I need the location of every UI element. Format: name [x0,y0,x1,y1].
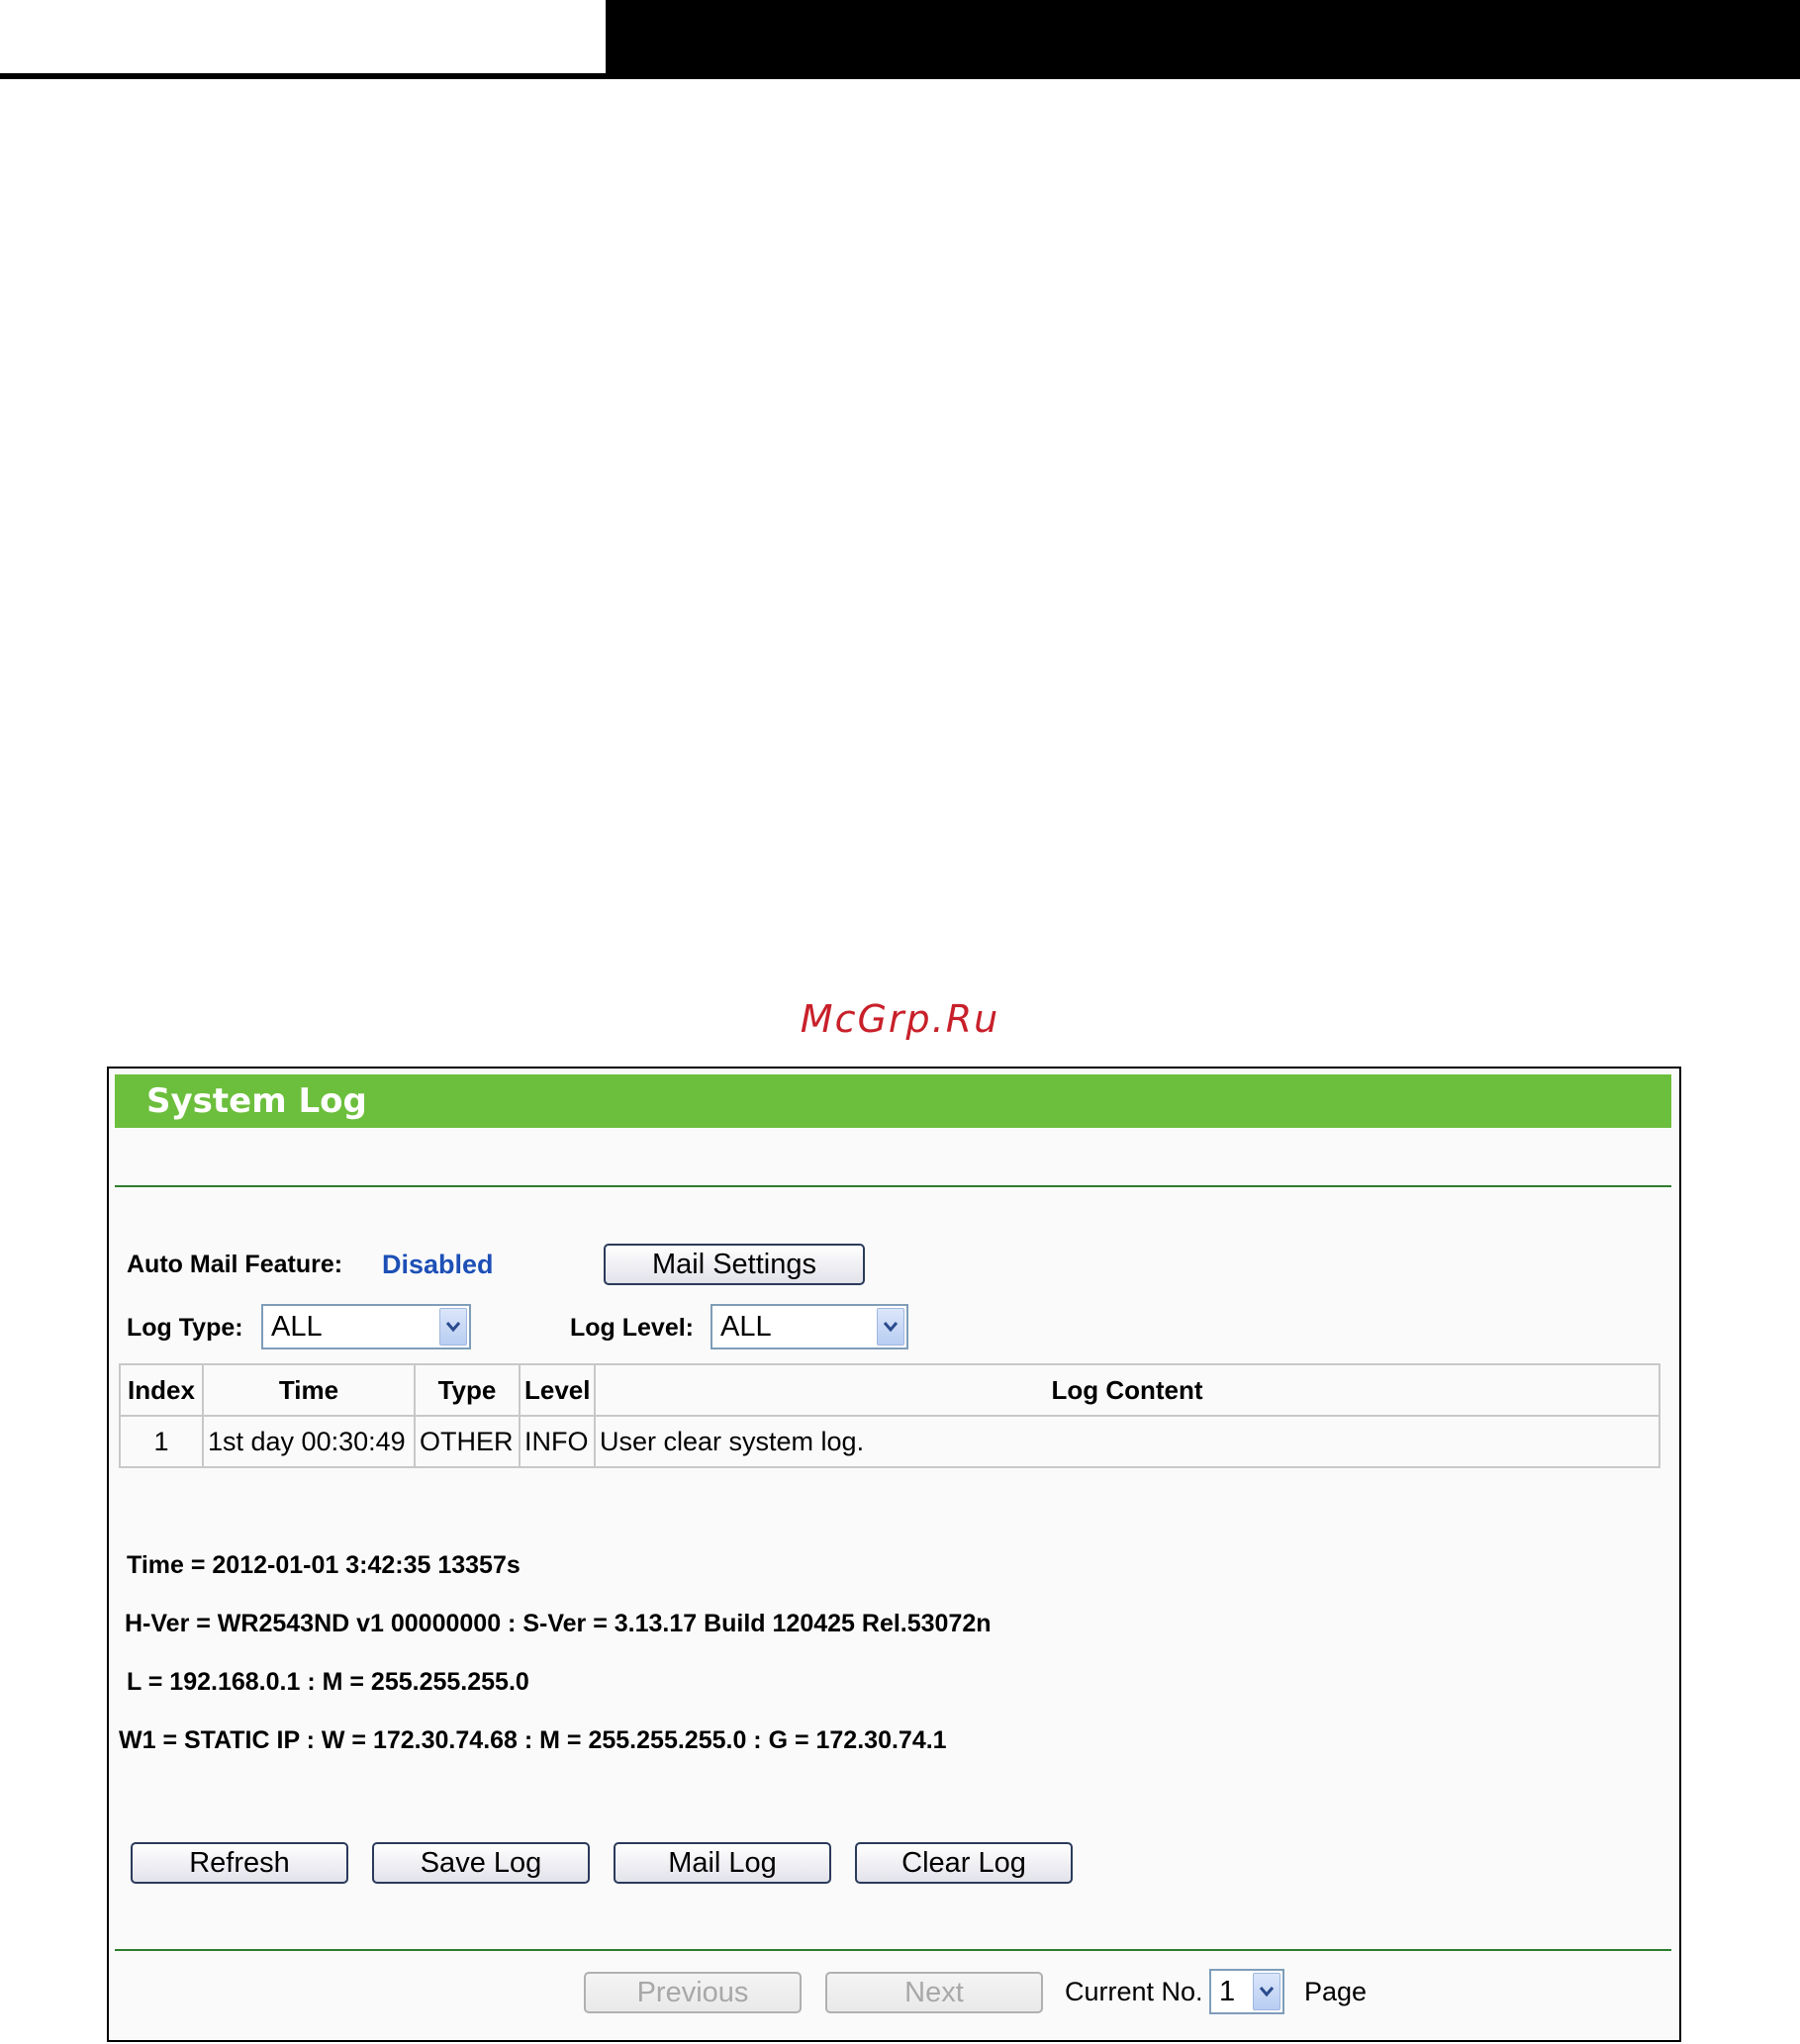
column-header-index: Index [120,1364,203,1416]
page-select-value: 1 [1219,1976,1236,2007]
cell-index: 1 [120,1416,203,1467]
current-page-label: Current No. [1065,1977,1203,2006]
cell-type: OTHER [415,1416,520,1467]
header-black-bar [606,0,1800,75]
table-header-row [120,1364,1659,1416]
info-version: H-Ver = WR2543ND v1 00000000 : S-Ver = 3.13.17 Build 120425 Rel.53072n [125,1610,992,1637]
info-time: Time = 2012-01-01 3:42:35 13357s [127,1551,521,1579]
log-type-label: Log Type: [127,1314,243,1342]
header-rule [0,73,1800,79]
chevron-down-icon[interactable] [439,1308,467,1346]
column-header-time: Time [203,1364,415,1416]
watermark: McGrp.Ru [800,997,1000,1041]
auto-mail-status: Disabled [382,1250,494,1279]
log-level-label: Log Level: [570,1314,695,1342]
previous-button[interactable]: Previous [584,1972,802,2013]
cell-time: 1st day 00:30:49 [203,1416,415,1467]
next-button[interactable]: Next [825,1972,1043,2013]
page-select[interactable] [1209,1969,1284,2014]
log-type-value: ALL [271,1311,323,1343]
chevron-down-icon[interactable] [1253,1973,1280,2010]
refresh-button[interactable]: Refresh [131,1842,348,1884]
log-type-select[interactable] [261,1304,471,1349]
info-wan: W1 = STATIC IP : W = 172.30.74.68 : M = 255.255.255.0 : G = 172.30.74.1 [119,1726,947,1754]
log-level-select[interactable] [711,1304,908,1349]
column-header-log-content: Log Content [595,1364,1659,1416]
log-level-value: ALL [720,1311,772,1343]
mail-settings-button[interactable]: Mail Settings [604,1244,865,1285]
divider-bottom [115,1949,1671,1951]
clear-log-button[interactable]: Clear Log [855,1842,1073,1884]
auto-mail-label: Auto Mail Feature: [127,1251,343,1278]
cell-level: INFO [520,1416,595,1467]
page-title: System Log [115,1074,1671,1128]
divider-top [115,1185,1671,1187]
column-header-level: Level [520,1364,595,1416]
info-lan: L = 192.168.0.1 : M = 255.255.255.0 [127,1668,529,1696]
cell-log-content: User clear system log. [595,1416,1659,1467]
column-header-type: Type [415,1364,520,1416]
save-log-button[interactable]: Save Log [372,1842,590,1884]
system-log-panel [107,1067,1681,2042]
chevron-down-icon[interactable] [877,1308,904,1346]
page-label: Page [1304,1977,1368,2006]
table-row [120,1416,1659,1467]
mail-log-button[interactable]: Mail Log [614,1842,831,1884]
log-table [119,1363,1660,1468]
